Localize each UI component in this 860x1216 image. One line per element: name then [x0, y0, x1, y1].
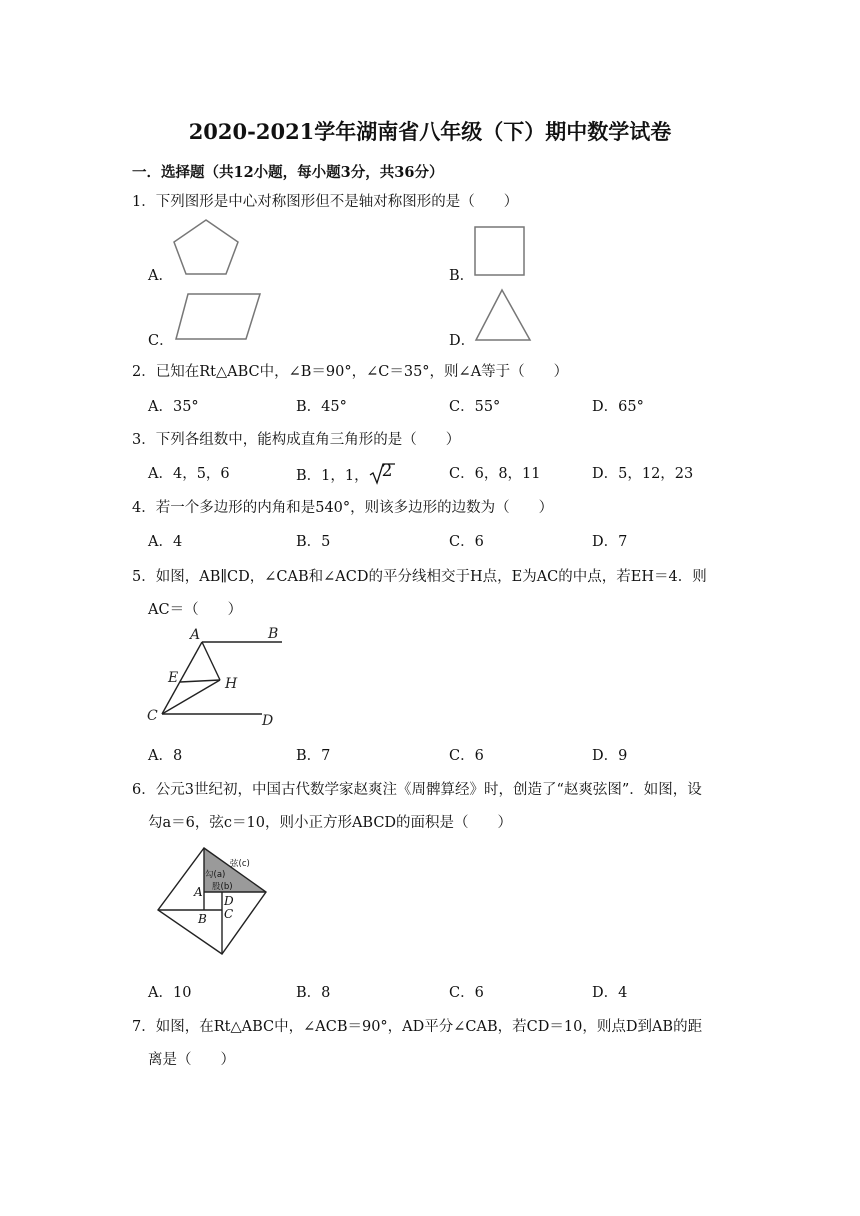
q4-option-b: B．5 — [296, 534, 331, 550]
fig6-label-b: B — [198, 912, 207, 926]
fig5-label-a: A — [190, 627, 201, 643]
pentagon-figure — [170, 218, 242, 278]
q6-option-a: A．10 — [148, 985, 192, 1001]
q4-option-a: A．4 — [148, 534, 183, 550]
fig6-label-hypotenuse: 弦(c) — [230, 859, 250, 869]
fig5-label-h: H — [225, 676, 238, 692]
question-4-stem: 4．若一个多边形的内角和是540°，则该多边形的边数为（ ） — [132, 500, 554, 516]
q3-option-c: C．6，8，11 — [449, 466, 541, 482]
section-heading: 一．选择题（共12小题，每小题3分，共36分） — [132, 164, 444, 181]
q2-option-d: D．65° — [592, 399, 644, 415]
q1-option-a: A． — [148, 268, 173, 284]
q4-option-d: D．7 — [592, 534, 628, 550]
q2-option-c: C．55° — [449, 399, 501, 415]
fig5-label-e: E — [168, 670, 179, 686]
q5-option-b: B．7 — [296, 748, 331, 764]
parallel-lines-figure — [140, 622, 290, 730]
square-figure — [474, 226, 526, 276]
question-2-stem: 2．已知在Rt△ABC中，∠B＝90°，∠C＝35°，则∠A等于（ ） — [132, 364, 569, 380]
q3-option-d: D．5，12，23 — [592, 466, 694, 482]
q6-option-b: B．8 — [296, 985, 331, 1001]
q3-option-b-label: B．1，1， — [296, 468, 369, 484]
q5-option-d: D．9 — [592, 748, 628, 764]
fig6-label-d: D — [224, 894, 234, 908]
question-5-stem-line-1: 5．如图，AB∥CD，∠CAB和∠ACD的平分线相交于H点，E为AC的中点，若EH＝4．则 — [132, 569, 707, 585]
q6-option-d: D．4 — [592, 985, 628, 1001]
fig5-label-b: B — [268, 626, 279, 642]
question-6-stem-line-2: 勾a＝6，弦c＝10，则小正方形ABCD的面积是（ ） — [148, 815, 513, 831]
fig5-label-d: D — [262, 713, 274, 729]
zhao-shuang-diagram — [150, 842, 274, 962]
q1-option-b: B． — [449, 268, 475, 284]
triangle-figure — [474, 288, 532, 342]
q3-option-a: A．4，5，6 — [148, 466, 230, 482]
q3-option-b — [296, 462, 395, 486]
fig6-label-gou: 勾(a) — [205, 870, 226, 880]
question-5-stem-line-2: AC＝（ ） — [148, 602, 243, 618]
fig6-label-c: C — [224, 907, 234, 921]
q1-option-d: D． — [449, 333, 476, 349]
q1-option-c: C． — [148, 333, 174, 349]
q5-option-c: C．6 — [449, 748, 484, 764]
q6-option-c: C．6 — [449, 985, 484, 1001]
parallelogram-figure — [174, 292, 262, 342]
question-1-stem: 1．下列图形是中心对称图形但不是轴对称图形的是（ ） — [132, 194, 519, 210]
question-6-stem-line-1: 6．公元3世纪初，中国古代数学家赵爽注《周髀算经》时，创造了“赵爽弦图”．如图，设 — [132, 782, 702, 798]
fig5-label-c: C — [147, 708, 158, 724]
fig6-label-a: A — [194, 885, 203, 899]
q4-option-c: C．6 — [449, 534, 484, 550]
question-7-stem-line-2: 离是（ ） — [148, 1052, 235, 1068]
page-title: 2020-2021学年湖南省八年级（下）期中数学试卷 — [188, 119, 672, 144]
fig6-label-gu: 股(b) — [212, 882, 233, 892]
sqrt-radicand: 2 — [381, 461, 393, 481]
q2-option-b: B．45° — [296, 399, 347, 415]
question-3-stem: 3．下列各组数中，能构成直角三角形的是（ ） — [132, 432, 461, 448]
sqrt-symbol — [369, 462, 395, 486]
question-7-stem-line-1: 7．如图，在Rt△ABC中，∠ACB＝90°，AD平分∠CAB，若CD＝10，则点D到AB的距 — [132, 1019, 703, 1035]
q2-option-a: A．35° — [148, 399, 199, 415]
q5-option-a: A．8 — [148, 748, 183, 764]
